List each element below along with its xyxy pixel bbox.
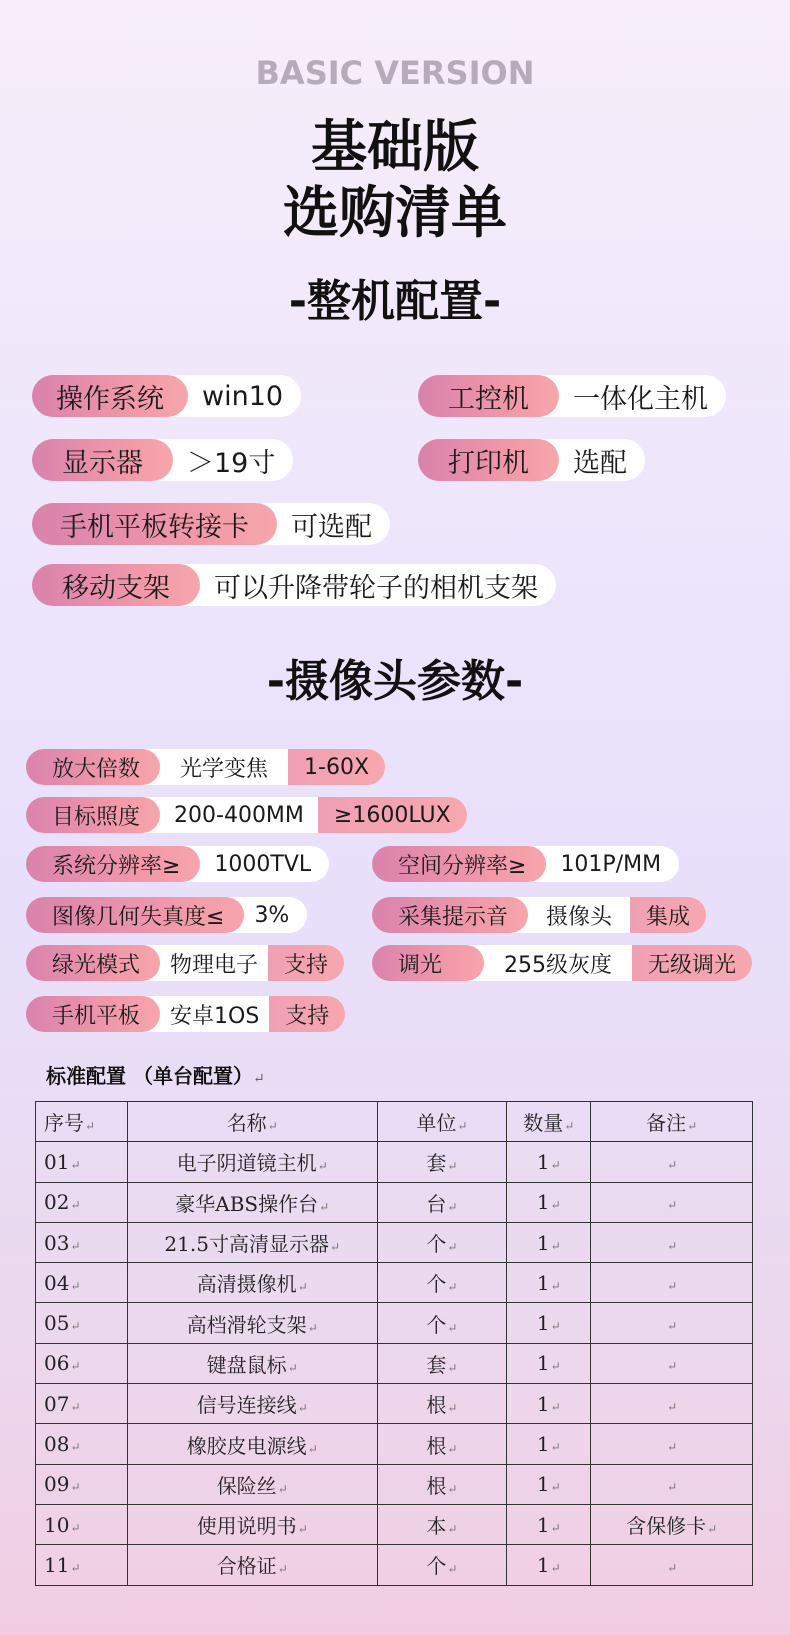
page-title-line1: 基础版 bbox=[311, 115, 479, 180]
table-cell: 10↵ bbox=[36, 1504, 128, 1544]
table-cell: 07↵ bbox=[36, 1384, 128, 1424]
table-cell: 1↵ bbox=[507, 1343, 591, 1383]
table-cell: 含保修卡↵ bbox=[591, 1504, 753, 1544]
table-cell: 个↵ bbox=[377, 1263, 507, 1303]
standard-config-table bbox=[35, 1101, 753, 1586]
spec-value: win10 bbox=[202, 380, 284, 412]
table-cell: 06↵ bbox=[36, 1343, 128, 1383]
col-header: 单位↵ bbox=[377, 1102, 507, 1142]
section-heading-machine-config: -整机配置- bbox=[288, 276, 502, 327]
param-key: 采集提示音 bbox=[372, 897, 528, 933]
spec-key: 操作系统 bbox=[32, 375, 188, 417]
table-row bbox=[36, 1384, 753, 1424]
table-cell: 台↵ bbox=[377, 1182, 507, 1222]
param-key: 空间分辨率≥ bbox=[372, 846, 546, 882]
table-cell: 高档滑轮支架↵ bbox=[127, 1303, 377, 1343]
table-cell: 05↵ bbox=[36, 1303, 128, 1343]
table-cell: 1↵ bbox=[507, 1424, 591, 1464]
table-caption-text: 标准配置 （单台配置） bbox=[46, 1064, 253, 1088]
param-pill-zoom bbox=[26, 749, 385, 785]
param-value: 255级灰度 bbox=[484, 945, 632, 981]
param-key: 绿光模式 bbox=[26, 945, 160, 981]
table-cell: 11↵ bbox=[36, 1545, 128, 1585]
table-cell: 高清摄像机↵ bbox=[127, 1263, 377, 1303]
param-pill-illumination bbox=[26, 797, 467, 833]
table-cell: ↵ bbox=[591, 1303, 753, 1343]
table-cell: 1↵ bbox=[507, 1303, 591, 1343]
table-row bbox=[36, 1424, 753, 1464]
table-row bbox=[36, 1545, 753, 1585]
param-key: 系统分辨率≥ bbox=[26, 846, 200, 882]
spec-pill-os bbox=[32, 375, 301, 417]
table-cell: ↵ bbox=[591, 1142, 753, 1182]
param-value: 200-400MM bbox=[160, 797, 318, 833]
spec-key: 移动支架 bbox=[32, 564, 200, 606]
table-cell: 08↵ bbox=[36, 1424, 128, 1464]
param-key: 手机平板 bbox=[26, 996, 160, 1032]
param-key: 调光 bbox=[372, 945, 484, 981]
table-row bbox=[36, 1182, 753, 1222]
table-cell: ↵ bbox=[591, 1464, 753, 1504]
table-cell: 1↵ bbox=[507, 1263, 591, 1303]
table-cell: 09↵ bbox=[36, 1464, 128, 1504]
param-value: 安卓1OS bbox=[160, 996, 269, 1032]
spec-pill-ipc bbox=[418, 375, 726, 417]
param-pill-distortion bbox=[26, 897, 307, 933]
table-row bbox=[36, 1263, 753, 1303]
col-header: 名称↵ bbox=[127, 1102, 377, 1142]
spec-key: 工控机 bbox=[418, 375, 559, 417]
table-cell: 电子阴道镜主机↵ bbox=[127, 1142, 377, 1182]
table-cell: ↵ bbox=[591, 1263, 753, 1303]
table-cell: 21.5寸高清显示器↵ bbox=[127, 1222, 377, 1262]
param-pill-dimming bbox=[372, 945, 752, 981]
table-row bbox=[36, 1343, 753, 1383]
spec-value: 一体化主机 bbox=[573, 383, 708, 415]
table-row bbox=[36, 1303, 753, 1343]
table-cell: 保险丝↵ bbox=[127, 1464, 377, 1504]
param-pill-system-resolution bbox=[26, 846, 329, 882]
return-mark-icon: ↵ bbox=[252, 1071, 265, 1087]
param-extra: 无级调光 bbox=[632, 945, 752, 981]
table-cell: ↵ bbox=[591, 1545, 753, 1585]
table-cell: 1↵ bbox=[507, 1464, 591, 1504]
table-cell: 豪华ABS操作台↵ bbox=[127, 1182, 377, 1222]
col-header: 数量↵ bbox=[507, 1102, 591, 1142]
param-extra: 支持 bbox=[269, 996, 345, 1032]
param-pill-capture-sound bbox=[372, 897, 706, 933]
table-cell: 1↵ bbox=[507, 1222, 591, 1262]
table-cell: 使用说明书↵ bbox=[127, 1504, 377, 1544]
table-cell: 1↵ bbox=[507, 1504, 591, 1544]
param-pill-green-mode bbox=[26, 945, 344, 981]
col-header: 序号↵ bbox=[36, 1102, 128, 1142]
table-header-row bbox=[36, 1102, 753, 1142]
page-title-line2: 选购清单 bbox=[283, 181, 507, 246]
spec-key: 显示器 bbox=[32, 439, 173, 481]
table-cell: 个↵ bbox=[377, 1222, 507, 1262]
spec-pill-adapter bbox=[32, 503, 390, 545]
param-extra: ≥1600LUX bbox=[318, 797, 467, 833]
spec-pill-stand bbox=[32, 564, 556, 606]
param-value: 3% bbox=[254, 902, 290, 928]
table-cell: 1↵ bbox=[507, 1182, 591, 1222]
table-row bbox=[36, 1464, 753, 1504]
table-cell: 04↵ bbox=[36, 1263, 128, 1303]
param-extra: 1-60X bbox=[288, 749, 385, 785]
spec-key: 手机平板转接卡 bbox=[32, 503, 277, 545]
table-cell: 合格证↵ bbox=[127, 1545, 377, 1585]
table-row bbox=[36, 1142, 753, 1182]
table-cell: ↵ bbox=[591, 1343, 753, 1383]
param-value: 1000TVL bbox=[214, 851, 312, 877]
spec-key: 打印机 bbox=[418, 439, 559, 481]
section-heading-camera-params: -摄像头参数- bbox=[266, 656, 524, 707]
table-cell: ↵ bbox=[591, 1222, 753, 1262]
table-cell: 1↵ bbox=[507, 1545, 591, 1585]
table-cell: 信号连接线↵ bbox=[127, 1384, 377, 1424]
param-value: 摄像头 bbox=[528, 897, 630, 933]
col-header: 备注↵ bbox=[591, 1102, 753, 1142]
param-pill-tablet bbox=[26, 996, 345, 1032]
table-cell: 个↵ bbox=[377, 1303, 507, 1343]
table-cell: 02↵ bbox=[36, 1182, 128, 1222]
table-cell: 套↵ bbox=[377, 1142, 507, 1182]
param-key: 目标照度 bbox=[26, 797, 160, 833]
table-cell: 个↵ bbox=[377, 1545, 507, 1585]
table-cell: 套↵ bbox=[377, 1343, 507, 1383]
spec-value: ＞19寸 bbox=[187, 447, 276, 479]
param-value: 光学变焦 bbox=[160, 749, 288, 785]
table-cell: 01↵ bbox=[36, 1142, 128, 1182]
table-caption bbox=[46, 1060, 265, 1089]
spec-value: 可以升降带轮子的相机支架 bbox=[214, 572, 538, 604]
spec-value: 选配 bbox=[573, 447, 627, 479]
table-cell: 1↵ bbox=[507, 1142, 591, 1182]
table-cell: 1↵ bbox=[507, 1384, 591, 1424]
spec-pill-printer bbox=[418, 439, 645, 481]
table-cell: ↵ bbox=[591, 1384, 753, 1424]
param-value: 物理电子 bbox=[160, 945, 268, 981]
param-key: 图像几何失真度≤ bbox=[26, 897, 244, 933]
param-pill-spatial-resolution bbox=[372, 846, 679, 882]
table-cell: ↵ bbox=[591, 1424, 753, 1464]
table-cell: 橡胶皮电源线↵ bbox=[127, 1424, 377, 1464]
spec-pill-display bbox=[32, 439, 293, 481]
eyebrow-text: BASIC VERSION bbox=[255, 54, 535, 92]
table-row bbox=[36, 1504, 753, 1544]
param-value: 101P/MM bbox=[560, 851, 662, 877]
table-cell: ↵ bbox=[591, 1182, 753, 1222]
param-extra: 集成 bbox=[630, 897, 706, 933]
table-cell: 键盘鼠标↵ bbox=[127, 1343, 377, 1383]
table-row bbox=[36, 1222, 753, 1262]
param-key: 放大倍数 bbox=[26, 749, 160, 785]
spec-value: 可选配 bbox=[291, 511, 372, 543]
table-cell: 根↵ bbox=[377, 1384, 507, 1424]
param-extra: 支持 bbox=[268, 945, 344, 981]
table-cell: 根↵ bbox=[377, 1424, 507, 1464]
table-cell: 03↵ bbox=[36, 1222, 128, 1262]
table-cell: 根↵ bbox=[377, 1464, 507, 1504]
table-cell: 本↵ bbox=[377, 1504, 507, 1544]
